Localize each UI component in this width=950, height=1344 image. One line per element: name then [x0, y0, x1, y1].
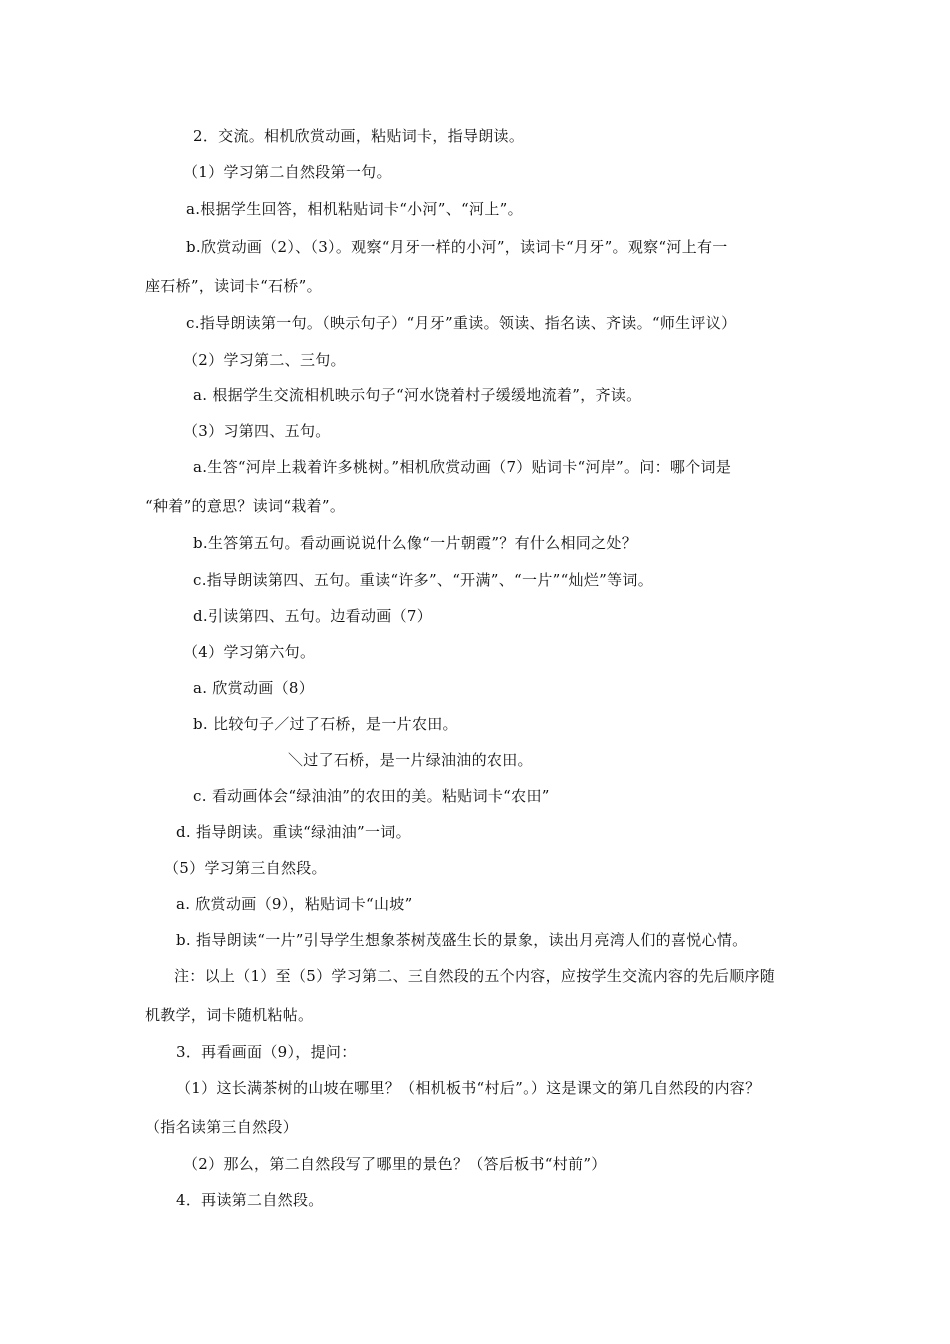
text-line: b. 指导朗读“一片”引导学生想象茶树茂盛生长的景象，读出月亮湾人们的喜悦心情。 [176, 931, 748, 949]
text-line: a. 欣赏动画（8） [193, 679, 315, 697]
text-line: （4）学习第六句。 [183, 643, 316, 661]
text-line: （指名读第三自然段） [145, 1118, 299, 1136]
text-line: （2）那么，第二自然段写了哪里的景色？（答后板书“村前”） [183, 1155, 607, 1173]
text-line: b.欣赏动画（2）、（3）。观察“月牙一样的小河”，读词卡“月牙”。观察“河上有一 [186, 238, 728, 256]
text-line: 注：以上（1）至（5）学习第二、三自然段的五个内容，应按学生交流内容的先后顺序随 [174, 967, 776, 985]
text-line: 3．再看画面（9），提问： [176, 1043, 357, 1061]
text-line: c. 看动画体会“绿油油”的农田的美。粘贴词卡“农田” [193, 787, 550, 805]
text-line: d. 指导朗读。重读“绿油油”一词。 [176, 823, 411, 841]
text-line: a. 欣赏动画（9），粘贴词卡“山坡” [176, 895, 413, 913]
text-line: ＼过了石桥，是一片绿油油的农田。 [288, 751, 533, 769]
text-line: 机教学，词卡随机粘帖。 [145, 1006, 314, 1024]
text-line: （1）这长满茶树的山坡在哪里？（相机板书“村后”。）这是课文的第几自然段的内容？ [176, 1079, 761, 1097]
text-line: （1）学习第二自然段第一句。 [183, 163, 392, 181]
text-line: a.生答“河岸上栽着许多桃树。”相机欣赏动画（7）贴词卡“河岸”。问：哪个词是 [193, 458, 732, 476]
text-line: a. 根据学生交流相机映示句子“河水饶着村子缓缓地流着”，齐读。 [193, 386, 642, 404]
text-line: 2．交流。相机欣赏动画，粘贴词卡，指导朗读。 [193, 127, 525, 145]
text-line: c.指导朗读第四、五句。重读“许多”、“开满”、“一片”“灿烂”等词。 [193, 571, 654, 589]
text-line: 座石桥”，读词卡“石桥”。 [145, 277, 322, 295]
text-line: b.生答第五句。看动画说说什么像“一片朝霞”？有什么相同之处？ [193, 534, 638, 552]
text-line: （3）习第四、五句。 [183, 422, 331, 440]
text-line: “种着”的意思？读词“栽着”。 [145, 497, 346, 515]
text-line: d.引读第四、五句。边看动画（7） [193, 607, 433, 625]
text-line: a.根据学生回答，相机粘贴词卡“小河”、“河上”。 [186, 200, 523, 218]
text-line: b. 比较句子／过了石桥，是一片农田。 [193, 715, 458, 733]
text-line: 4．再读第二自然段。 [176, 1191, 324, 1209]
text-line: c.指导朗读第一句。（映示句子）“月牙”重读。领读、指名读、齐读。“师生评议） [186, 314, 737, 332]
text-line: （2）学习第二、三句。 [183, 351, 346, 369]
text-line: （5）学习第三自然段。 [164, 859, 327, 877]
